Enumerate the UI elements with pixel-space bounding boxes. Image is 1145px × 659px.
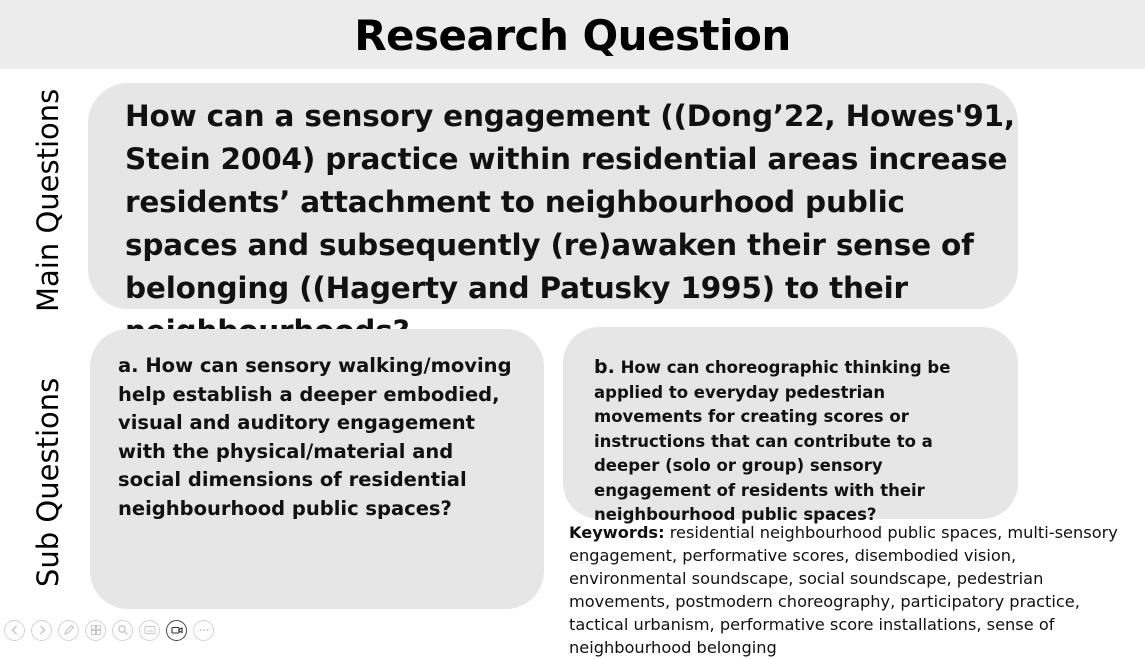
main-question-text: How can a sensory engagement ((Dong’22, Howes'91, Stein 2004) practice within residential areas increase residents’ attachment to neighbourhood public spaces and subsequently (re)awaken their sense of belonging ((Hagerty and Patusky 1995) to their — [125, 99, 1015, 305]
camera-button[interactable] — [166, 620, 187, 641]
more-options-button[interactable] — [193, 620, 214, 641]
next-icon — [36, 624, 48, 636]
sub-questions-label: Sub Questions — [31, 377, 65, 587]
zoom-button[interactable] — [112, 620, 133, 641]
subtitles-button[interactable] — [139, 620, 160, 641]
slideshow-toolbar — [4, 620, 214, 640]
sub-question-a-text: a. How can sensory walking/moving help establish a deeper embodied, visual and auditory engagement with the physical/material and social dimensions of residential neighbourhood public spaces? — [118, 354, 512, 520]
subtitles-icon — [144, 624, 156, 636]
previous-icon — [9, 624, 21, 636]
camera-icon — [171, 624, 183, 636]
pen-tool-button[interactable] — [58, 620, 79, 641]
keywords-paragraph — [569, 521, 1129, 659]
sub-question-b-prefix: b. — [594, 356, 615, 378]
keywords-text: residential neighbourhood public spaces, multi-sensory engagement, performative scores, disembodied vision, environmental soundscape, social soundscape, pedestrian movements, postmodern choreography, participatory practice, tactical urbanism, performative score installations, sense of neighbourhood belonging — [569, 523, 1118, 657]
slide-title: Research Question — [354, 11, 791, 60]
next-slide-button[interactable] — [31, 620, 52, 641]
zoom-icon — [117, 624, 129, 636]
pen-icon — [63, 624, 75, 636]
sub-question-b-body: How can choreographic thinking be applied to everyday pedestrian movements for creating scores or instructions that can contribute to a deeper (solo or group) sensory engagement of residents with their neighbourhood public spaces? — [594, 358, 951, 524]
previous-slide-button[interactable] — [4, 620, 25, 641]
see-all-slides-button[interactable] — [85, 620, 106, 641]
main-questions-label: Main Questions — [31, 88, 65, 312]
more-icon — [198, 624, 210, 636]
keywords-label: Keywords: — [569, 523, 665, 542]
sub-question-b-text — [594, 355, 994, 528]
slides-icon — [90, 624, 102, 636]
